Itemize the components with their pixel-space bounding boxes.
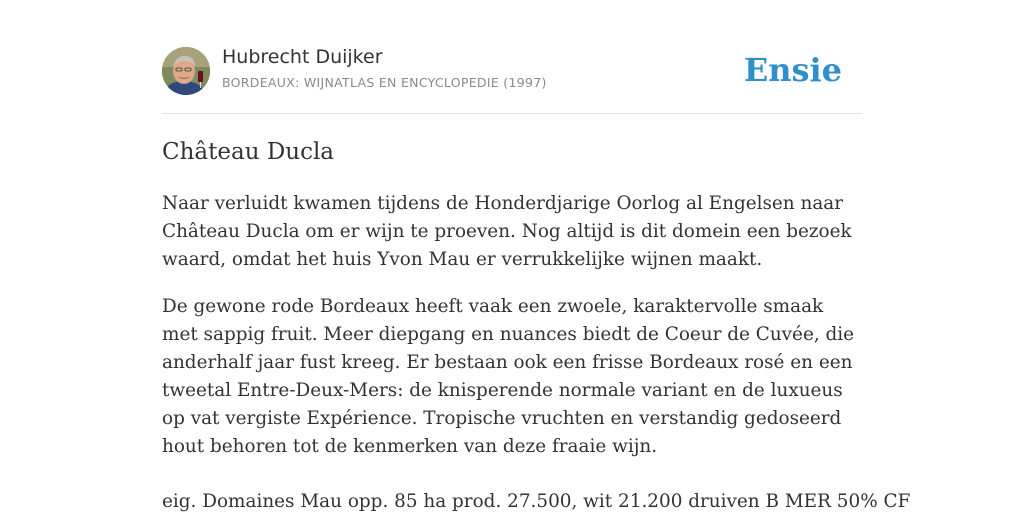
source-title[interactable]: BORDEAUX: WIJNATLAS EN ENCYCLOPEDIE (1997): [222, 75, 547, 90]
author-name[interactable]: Hubrecht Duijker: [222, 46, 383, 68]
article-title: Château Ducla: [162, 139, 335, 165]
author-avatar[interactable]: [162, 47, 210, 95]
article-paragraph-3: eig. Domaines Mau opp. 85 ha prod. 27.500, wit 21.200 druiven B MER 50% CF: [162, 491, 911, 512]
author-avatar-image: [162, 47, 210, 95]
article-header: [162, 45, 862, 114]
article-paragraph-2: De gewone rode Bordeaux heeft vaak een zwoele, karaktervolle smaak met sappig fruit. Meer diepgang en nuances biedt de Coeur de Cuvée, die anderhalf jaar fust kreeg. Er bestaan ook een frisse Bordeaux rosé en een tweetal Entre-Deux-Mers: de knisperende normale variant en de luxueus op vat vergiste Expérience. Tropische vruchten en verstandig gedoseerd hout behoren tot de kenmerken van deze fraaie wijn.: [162, 296, 855, 457]
article-paragraph-1: Naar verluidt kwamen tijdens de Honderdjarige Oorlog al Engelsen naar Château Ducla om er wijn te proeven. Nog altijd is dit domein een bezoek waard, omdat het huis Yvon Mau er verrukkelijke wijnen maakt.: [162, 193, 852, 270]
article-body: [162, 136, 911, 512]
ensie-logo[interactable]: Ensie: [743, 51, 842, 89]
